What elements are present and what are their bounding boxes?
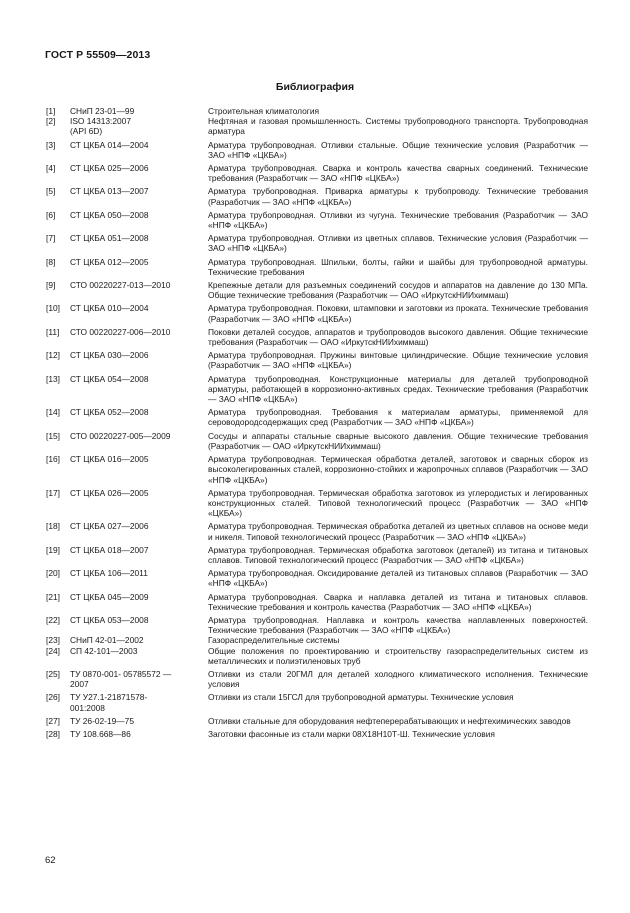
bibliography-entry	[46, 729, 588, 739]
entry-description: Арматура трубопроводная. Приварка арматуры к трубопроводу. Технические требования (Разработчик — ЗАО «НПФ «ЦКБА»)	[208, 186, 588, 207]
entry-description: Арматура трубопроводная. Конструкционные материалы для деталей трубопроводной арматуры, работающей в коррозионно-активных средах. Технические требования (Разработчик — ЗАО «НПФ «ЦКБА»)	[208, 373, 588, 405]
entry-standard-code: СТ ЦКБА 052—2008	[70, 407, 149, 418]
entry-number: [9]	[46, 280, 56, 291]
entry-number: [15]	[46, 430, 60, 441]
entry-standard-code: СТ ЦКБА 045—2009	[70, 591, 149, 602]
entry-standard-code: СНиП 42-01—2002	[70, 635, 144, 646]
bibliography-entry	[46, 280, 588, 300]
entry-description: Поковки деталей сосудов, аппаратов и трубопроводов высокого давления. Общие технические требования (Разработчик — ОАО «ИркутскНИИхиммаш)	[208, 326, 588, 348]
entry-standard-code: СТ ЦКБА 030—2006	[70, 350, 149, 361]
document-code-header: ГОСТ Р 55509—2013	[45, 49, 151, 61]
entry-number: [28]	[46, 728, 60, 739]
entry-standard-code: СТ ЦКБА 014—2004	[70, 139, 149, 150]
entry-standard-code: СТ ЦКБА 054—2008	[70, 373, 149, 384]
entry-description: Арматура трубопроводная. Сварка и контроль качества сварных соединений. Технические требования (Разработчик — ЗАО «НПФ «ЦКБА»)	[208, 163, 588, 184]
entry-description: Арматура трубопроводная. Термическая обработка заготовок из углеродистых и легированных конструкционных сталей. Типовой технологический процесс (Разработчик — ЗАО «НПФ «ЦКБА»)	[208, 487, 588, 519]
bibliography-entry	[46, 568, 588, 588]
entry-number: [8]	[46, 256, 56, 267]
entry-number: [23]	[46, 635, 60, 646]
bibliography-entry	[46, 646, 588, 666]
entry-standard-code: ISO 14313:2007 (API 6D)	[70, 116, 132, 137]
entry-description: Арматура трубопроводная. Отливки стальные. Общие технические условия (Разработчик — ЗАО «НПФ «ЦКБА»)	[208, 139, 588, 160]
entry-description: Отливки стальные для оборудования нефтеперерабатывающих и нефтехимических заводов	[208, 715, 571, 726]
page-number: 62	[45, 855, 56, 866]
entry-description: Сосуды и аппараты стальные сварные высокого давления. Общие технические требования (Разработчик — ОАО «ИркутскНИИхиммаш)	[208, 430, 588, 451]
entry-description: Арматура трубопроводная. Шпильки, болты, гайки и шайбы для трубопроводной арматуры. Технические требования	[208, 256, 588, 277]
entry-description: Отливки из стали 20ГМЛ для деталей холодного климатического исполнения. Технические условия	[208, 668, 588, 690]
entry-standard-code: СТО 00220227-005—2009	[70, 430, 171, 441]
bibliography-entry	[46, 716, 588, 726]
entry-standard-code: СТ ЦКБА 016—2005	[70, 454, 149, 465]
entry-description: Арматура трубопроводная. Пружины винтовые цилиндрические. Общие технические условия (Разработчик — ЗАО «НПФ «ЦКБА»)	[208, 350, 588, 371]
entry-standard-code: СТ ЦКБА 018—2007	[70, 544, 149, 555]
entry-number: [14]	[46, 407, 60, 418]
entry-standard-code: СТ ЦКБА 051—2008	[70, 233, 149, 244]
entry-number: [27]	[46, 715, 60, 726]
entry-number: [25]	[46, 668, 60, 679]
entry-description: Арматура трубопроводная. Отливки из цветных сплавов. Технические условия (Разработчик — ЗАО «НПФ «ЦКБА»)	[208, 233, 588, 254]
entry-description: Нефтяная и газовая промышленность. Системы трубопроводного транспорта. Трубопроводная арматура	[208, 116, 588, 137]
entry-number: [6]	[46, 209, 56, 220]
entry-description: Арматура трубопроводная. Термическая обработка заготовок (деталей) из титана и титановых сплавов. Типовой технологический процесс (Разработчик — ЗАО «НПФ «ЦКБА»)	[208, 544, 588, 565]
bibliography-entry	[46, 592, 588, 612]
bibliography-entry	[46, 374, 588, 405]
entry-description: Заготовки фасонные из стали марки 08Х18Н10Т-Ш. Технические условия	[208, 728, 495, 739]
bibliography-entry	[46, 233, 588, 253]
bibliography-entry	[46, 692, 588, 712]
entry-description: Арматура трубопроводная. Наплавка и контроль качества наплавленных поверхностей. Технические требования (Разработчик — ЗАО «НПФ «ЦКБА»)	[208, 614, 588, 636]
entry-standard-code: СТ ЦКБА 106—2011	[70, 568, 148, 579]
bibliography-entry	[46, 669, 588, 689]
bibliography-entry	[46, 106, 588, 116]
entry-description: Арматура трубопроводная. Отливки из чугуна. Технические требования (Разработчик — ЗАО «НПФ «ЦКБА»)	[208, 209, 588, 231]
entry-description: Отливки из стали 15ГСЛ для трубопроводной арматуры. Технические условия	[208, 692, 514, 703]
entry-description: Арматура трубопроводная. Сварка и наплавка деталей из титана и титановых сплавов. Технические требования и контроль качества (Разработчик — ЗАО «НПФ «ЦКБА»)	[208, 591, 588, 612]
entry-number: [26]	[46, 692, 60, 703]
entry-description: Строительная климатология	[208, 106, 320, 116]
bibliography-entry	[46, 350, 588, 370]
entry-number: [17]	[46, 487, 60, 498]
bibliography-title: Библиография	[275, 81, 355, 93]
bibliography-entry	[46, 163, 588, 183]
entry-description: Арматура трубопроводная. Оксидирование деталей из титановых сплавов (Разработчик — ЗАО «НПФ «ЦКБА»)	[208, 568, 588, 589]
entry-standard-code: ТУ 26-02-19—75	[70, 715, 134, 726]
entry-standard-code: СТ ЦКБА 012—2005	[70, 256, 149, 267]
bibliography-entry	[46, 210, 588, 230]
entry-description: Арматура трубопроводная. Термическая обработка деталей, заготовок и сварных сборок из высоколегированных сталей, коррозионно-стойких и жаропрочных сплавов (Разработчик — ЗАО «НПФ «ЦКБА»)	[208, 454, 588, 485]
bibliography-entry	[46, 454, 588, 485]
entry-description: Крепежные детали для разъемных соединений сосудов и аппаратов на давление до 130 МПа. Общие технические требования (Разработчик — ОАО «ИркутскНИИхиммаш)	[208, 280, 588, 301]
entry-description: Арматура трубопроводная. Требования к материалам арматуры, применяемой для сероводородсодержащих сред (Разработчик — ЗАО «НПФ «ЦКБА»)	[208, 407, 588, 428]
bibliography-entry	[46, 186, 588, 206]
entry-number: [13]	[46, 373, 60, 384]
entry-number: [2]	[46, 116, 56, 127]
entry-standard-code: СТ ЦКБА 010—2004	[70, 303, 149, 314]
entry-number: [21]	[46, 591, 60, 602]
entry-number: [12]	[46, 350, 60, 361]
entry-number: [19]	[46, 544, 60, 555]
bibliography-list	[46, 106, 588, 739]
entry-number: [7]	[46, 233, 56, 244]
entry-number: [24]	[46, 645, 60, 656]
bibliography-entry	[46, 521, 588, 541]
entry-number: [1]	[46, 106, 56, 116]
bibliography-entry	[46, 488, 588, 519]
entry-standard-code: ТУ 0870-001- 05785572 — 2007	[70, 668, 172, 690]
bibliography-entry	[46, 635, 588, 645]
bibliography-entry	[46, 257, 588, 277]
entry-standard-code: ТУ У27.1-21871578- 001:2008	[70, 692, 148, 713]
entry-number: [4]	[46, 163, 56, 174]
bibliography-entry	[46, 140, 588, 160]
entry-number: [3]	[46, 139, 56, 150]
bibliography-entry	[46, 615, 588, 635]
entry-description: Арматура трубопроводная. Поковки, штамповки и заготовки из проката. Технические требования (Разработчик — ЗАО «НПФ «ЦКБА»)	[208, 303, 588, 324]
entry-description: Общие положения по проектированию и строительству газораспределительных систем из металлических и полиэтиленовых труб	[208, 645, 588, 666]
bibliography-entry	[46, 431, 588, 451]
entry-standard-code: СТ ЦКБА 025—2006	[70, 163, 149, 174]
entry-number: [20]	[46, 568, 60, 579]
bibliography-entry	[46, 407, 588, 427]
entry-standard-code: СТ ЦКБА 053—2008	[70, 614, 149, 625]
entry-number: [11]	[46, 326, 60, 337]
entry-standard-code: СТ ЦКБА 050—2008	[70, 209, 149, 220]
entry-standard-code: СТ ЦКБА 013—2007	[70, 186, 149, 197]
entry-standard-code: СТ ЦКБА 027—2006	[70, 521, 149, 532]
entry-standard-code: СНиП 23-01—99	[70, 106, 135, 116]
bibliography-entry	[46, 545, 588, 565]
entry-description: Газораспределительные системы	[208, 635, 340, 646]
entry-number: [16]	[46, 454, 60, 465]
entry-number: [22]	[46, 614, 60, 625]
entry-number: [5]	[46, 186, 56, 197]
entry-standard-code: СТО 00220227-006—2010	[70, 326, 171, 337]
entry-description: Арматура трубопроводная. Термическая обработка деталей из цветных сплавов на основе меди и никеля. Типовой технологический процесс (Разработчик — ЗАО «НПФ «ЦКБА»)	[208, 521, 588, 542]
entry-number: [18]	[46, 521, 60, 532]
bibliography-entry	[46, 327, 588, 347]
entry-standard-code: СТО 00220227-013—2010	[70, 280, 171, 291]
entry-number: [10]	[46, 303, 60, 314]
entry-standard-code: СТ ЦКБА 026—2005	[70, 487, 149, 498]
bibliography-entry	[46, 303, 588, 323]
bibliography-entry	[46, 116, 588, 136]
entry-standard-code: СП 42-101—2003	[70, 645, 138, 656]
entry-standard-code: ТУ 108.668—86	[70, 728, 131, 739]
